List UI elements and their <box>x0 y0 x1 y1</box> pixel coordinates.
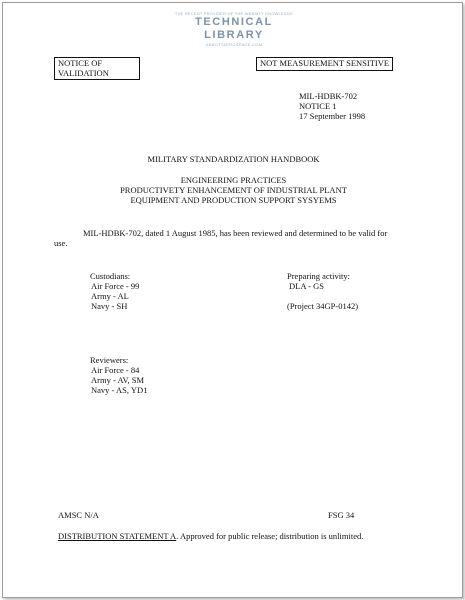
reviewers-heading: Reviewers: <box>90 355 129 365</box>
logo-tagline: THE RECENT PROVIDER OF THE WEBSITY KNOWLEDGE <box>174 11 294 16</box>
not-measurement-sensitive-box <box>256 57 393 71</box>
sensitivity-label: NOT MEASUREMENT SENSITIVE <box>260 58 390 68</box>
document-page <box>2 2 463 598</box>
preparing-activity-heading: Preparing activity: <box>287 271 351 281</box>
notice-number: NOTICE 1 <box>299 101 337 111</box>
subject-line-1: ENGINEERING PRACTICES <box>180 175 287 185</box>
reviewer-item: Air Force - 84 <box>91 365 140 375</box>
reviewer-item: Army - AV, SM <box>91 375 145 385</box>
amsc-code: AMSC N/A <box>58 510 99 520</box>
fsg-code: FSG 34 <box>328 510 355 520</box>
logo-title: TECHNICAL LIBRARY <box>195 16 273 41</box>
distribution-statement-label: DISTRIBUTION STATEMENT A <box>58 531 177 541</box>
custodians-heading: Custodians: <box>90 271 131 281</box>
subject-line-2: PRODUCTIVETY ENHANCEMENT OF INDUSTRIAL PLANT <box>120 185 347 195</box>
technical-library-logo <box>166 11 302 47</box>
custodian-item: Army - AL <box>91 291 129 301</box>
distribution-statement-text: . Approved for public release; distribution is unlimited. <box>176 531 364 541</box>
custodian-item: Navy - SH <box>91 301 128 311</box>
notice-date: 17 September 1998 <box>299 111 366 121</box>
project-number: (Project 34GP-0142) <box>287 301 359 311</box>
reviewer-item: Navy - AS, YD1 <box>91 385 148 395</box>
doc-id: MIL-HDBK-702 <box>299 91 358 101</box>
custodian-item: Air Force - 99 <box>91 281 140 291</box>
preparing-activity-code: DLA - GS <box>289 281 324 291</box>
notice-of-validation-box <box>54 57 140 80</box>
notice-box-line-2: VALIDATION <box>58 67 109 78</box>
handbook-title: MILITARY STANDARDIZATION HANDBOOK <box>147 154 320 164</box>
notice-box-line-1: NOTICE OF <box>58 58 103 68</box>
subject-line-3: EQUIPMENT AND PRODUCTION SUPPORT SYSYEMS <box>130 195 337 205</box>
validation-statement-line-2: use. <box>54 238 68 248</box>
logo-url: ABBOTTAEROSPACE.COM <box>205 42 263 47</box>
validation-statement-line-1: MIL-HDBK-702, dated 1 August 1985, has been reviewed and determined to be valid for <box>83 228 388 238</box>
distribution-statement <box>58 531 363 541</box>
